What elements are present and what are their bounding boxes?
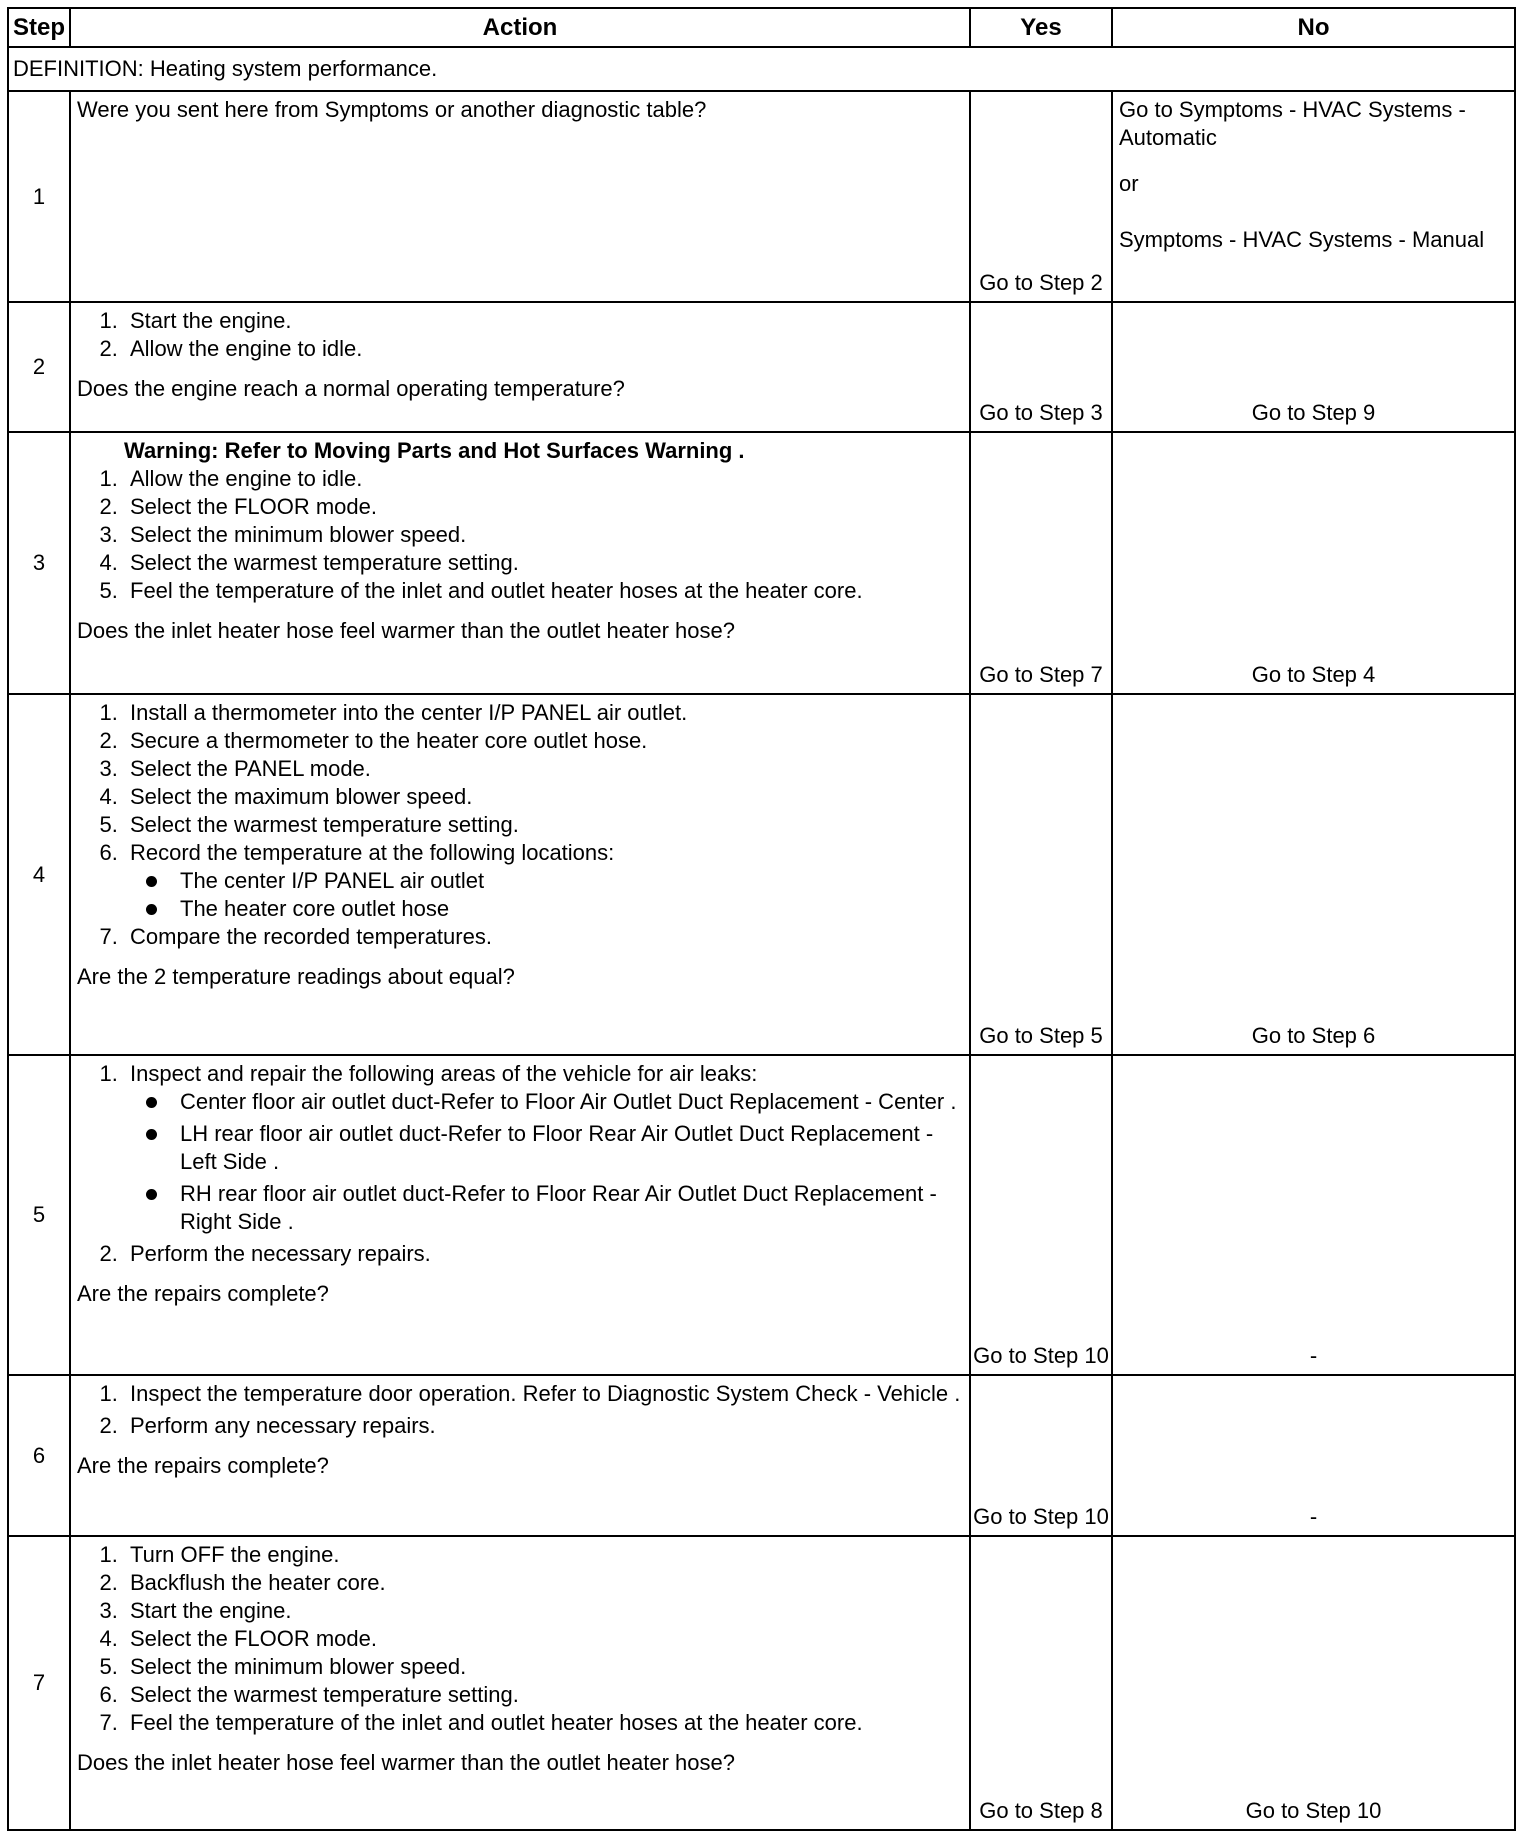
action-cell <box>70 91 970 302</box>
question-text: Does the inlet heater hose feel warmer than the outlet heater hose? <box>77 618 735 643</box>
no-line: Symptoms - HVAC Systems - Manual <box>1119 227 1485 252</box>
table-row <box>8 1536 1515 1830</box>
step-number: 2 <box>8 302 70 432</box>
no-line: or <box>1119 171 1139 196</box>
action-item: 2. Allow the engine to idle. <box>124 335 961 363</box>
yes-cell: Go to Step 10 <box>970 1375 1112 1536</box>
sub-item: Center floor air outlet duct-Refer to Floor Air Outlet Duct Replacement - Center . <box>178 1088 961 1116</box>
action-cell <box>70 1375 970 1536</box>
action-item: 4. Select the warmest temperature setting. <box>124 549 961 577</box>
action-cell <box>70 1536 970 1830</box>
sub-list <box>130 1088 961 1236</box>
sub-item: LH rear floor air outlet duct-Refer to Floor Rear Air Outlet Duct Replacement - Left Side . <box>178 1120 961 1176</box>
action-item: 5. Select the minimum blower speed. <box>124 1653 961 1681</box>
step-number: 7 <box>8 1536 70 1830</box>
sub-item: RH rear floor air outlet duct-Refer to Floor Rear Air Outlet Duct Replacement - Right Side . <box>178 1180 961 1236</box>
action-list <box>77 465 961 605</box>
action-item: 3. Select the minimum blower speed. <box>124 521 961 549</box>
action-item: 2. Secure a thermometer to the heater core outlet hose. <box>124 727 961 755</box>
header-action: Action <box>70 8 970 47</box>
table-row <box>8 694 1515 1055</box>
action-list <box>77 1541 961 1737</box>
table-row <box>8 432 1515 694</box>
step-number: 5 <box>8 1055 70 1375</box>
action-cell <box>70 302 970 432</box>
action-item-text: Record the temperature at the following locations: <box>130 840 615 865</box>
action-list <box>77 1060 961 1268</box>
action-cell <box>70 694 970 1055</box>
action-item: 5. Feel the temperature of the inlet and outlet heater hoses at the heater core. <box>124 577 961 605</box>
sub-item: The heater core outlet hose <box>178 895 961 923</box>
action-item: 2. Perform the necessary repairs. <box>124 1240 961 1268</box>
warning-text: Warning: Refer to Moving Parts and Hot Surfaces Warning . <box>124 438 745 463</box>
question-text: Does the inlet heater hose feel warmer than the outlet heater hose? <box>77 1750 735 1775</box>
table-row <box>8 1055 1515 1375</box>
action-item <box>124 1060 961 1236</box>
no-cell: - <box>1112 1055 1515 1375</box>
action-item: 4. Select the FLOOR mode. <box>124 1625 961 1653</box>
header-row <box>8 8 1515 47</box>
action-list <box>77 699 961 951</box>
action-item: 3. Start the engine. <box>124 1597 961 1625</box>
question-text: Does the engine reach a normal operating temperature? <box>77 376 625 401</box>
action-item: 5. Select the warmest temperature setting. <box>124 811 961 839</box>
action-item: 2. Perform any necessary repairs. <box>124 1412 961 1440</box>
action-item: 3. Select the PANEL mode. <box>124 755 961 783</box>
action-item: 1. Allow the engine to idle. <box>124 465 961 493</box>
yes-cell: Go to Step 5 <box>970 694 1112 1055</box>
no-cell: Go to Step 6 <box>1112 694 1515 1055</box>
yes-cell: Go to Step 2 <box>970 91 1112 302</box>
header-yes: Yes <box>970 8 1112 47</box>
question-text: Are the repairs complete? <box>77 1281 329 1306</box>
yes-cell: Go to Step 10 <box>970 1055 1112 1375</box>
action-item: 1. Install a thermometer into the center I/P PANEL air outlet. <box>124 699 961 727</box>
no-cell: Go to Step 10 <box>1112 1536 1515 1830</box>
action-item: 1. Turn OFF the engine. <box>124 1541 961 1569</box>
action-cell <box>70 1055 970 1375</box>
no-cell: - <box>1112 1375 1515 1536</box>
yes-cell: Go to Step 7 <box>970 432 1112 694</box>
step-number: 6 <box>8 1375 70 1536</box>
action-item: 7. Compare the recorded temperatures. <box>124 923 961 951</box>
no-cell: Go to Step 4 <box>1112 432 1515 694</box>
no-line: Go to Symptoms - HVAC Systems - Automatic <box>1119 97 1466 150</box>
header-no: No <box>1112 8 1515 47</box>
step-number: 4 <box>8 694 70 1055</box>
action-item: 6. Select the warmest temperature setting. <box>124 1681 961 1709</box>
action-item <box>124 839 961 923</box>
question-text: Are the 2 temperature readings about equal? <box>77 964 515 989</box>
action-item: 2. Backflush the heater core. <box>124 1569 961 1597</box>
definition-text: DEFINITION: Heating system performance. <box>8 47 1515 91</box>
header-step: Step <box>8 8 70 47</box>
action-item-text: Inspect and repair the following areas of the vehicle for air leaks: <box>130 1061 758 1086</box>
sub-item: The center I/P PANEL air outlet <box>178 867 961 895</box>
action-item: 1. Start the engine. <box>124 307 961 335</box>
action-list <box>77 1380 961 1440</box>
action-item: 4. Select the maximum blower speed. <box>124 783 961 811</box>
action-item: 1. Inspect the temperature door operation. Refer to Diagnostic System Check - Vehicle . <box>124 1380 961 1408</box>
definition-row <box>8 47 1515 91</box>
action-item: 2. Select the FLOOR mode. <box>124 493 961 521</box>
no-cell <box>1112 91 1515 302</box>
action-item: 7. Feel the temperature of the inlet and outlet heater hoses at the heater core. <box>124 1709 961 1737</box>
yes-cell: Go to Step 8 <box>970 1536 1112 1830</box>
diagnostic-table <box>7 7 1516 1831</box>
question-text: Were you sent here from Symptoms or another diagnostic table? <box>77 97 707 122</box>
yes-cell: Go to Step 3 <box>970 302 1112 432</box>
table-row <box>8 1375 1515 1536</box>
question-text: Are the repairs complete? <box>77 1453 329 1478</box>
action-list <box>77 307 961 363</box>
table-row <box>8 91 1515 302</box>
step-number: 3 <box>8 432 70 694</box>
no-cell: Go to Step 9 <box>1112 302 1515 432</box>
action-cell <box>70 432 970 694</box>
step-number: 1 <box>8 91 70 302</box>
table-row <box>8 302 1515 432</box>
sub-list <box>130 867 961 923</box>
